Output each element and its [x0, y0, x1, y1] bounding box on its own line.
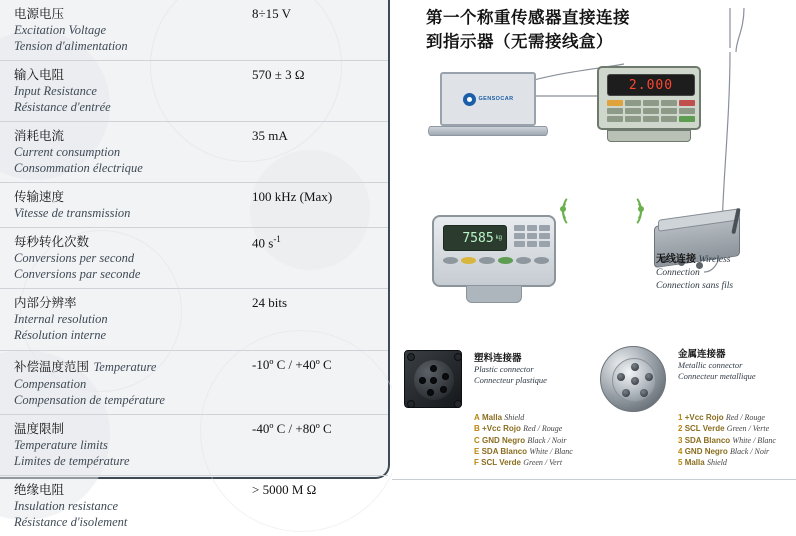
spec-label-cell — [0, 122, 238, 183]
pin-translation: Green / Vert — [523, 458, 563, 468]
list-item — [678, 412, 796, 423]
connector-face — [414, 360, 454, 400]
spec-table — [0, 0, 388, 536]
spec-value: 35 mA — [238, 122, 388, 183]
desk-indicator-body — [597, 66, 701, 130]
pin-number: F — [474, 458, 479, 468]
spec-label-cn: 传输速度 — [14, 189, 65, 205]
keypad-key — [607, 116, 623, 122]
plastic-connector-block — [404, 350, 594, 469]
keypad-key — [625, 108, 641, 114]
spec-label-en: Temperature limits — [14, 437, 108, 452]
indicator-button — [479, 257, 494, 264]
plastic-connector-title-fr: Connecteur plastique — [474, 375, 547, 386]
keypad-key — [514, 241, 525, 247]
keypad-key — [643, 116, 659, 122]
portable-indicator-buttons — [443, 257, 549, 264]
pin-translation: Black / Noir — [527, 435, 567, 445]
spec-value-exponent: -1 — [273, 234, 281, 245]
spec-label-en: Current consumption — [14, 144, 121, 159]
table-row — [0, 122, 388, 183]
laptop-screen — [440, 72, 536, 126]
table-row — [0, 415, 388, 476]
pin-number: 1 — [678, 413, 683, 422]
wireless-signal-icon-left — [560, 192, 590, 226]
spec-value: -40º C / +80º C — [238, 415, 388, 476]
laptop-device — [428, 72, 548, 144]
spec-label-cn: 绝缘电阻 — [14, 482, 65, 498]
plastic-connector-title-cn: 塑料连接器 — [474, 353, 522, 364]
spec-label-cn: 输入电阻 — [14, 67, 65, 83]
brand-mark-icon — [463, 93, 476, 106]
pin-translation: Shield — [504, 413, 525, 422]
spec-label-cell — [0, 415, 238, 476]
indicator-button — [516, 257, 531, 264]
list-item — [474, 412, 594, 423]
keypad-key — [661, 100, 677, 106]
metallic-connector-image — [600, 346, 666, 412]
keypad-key — [679, 108, 695, 114]
list-item — [678, 446, 796, 457]
spec-label-cn-suffix: Temperature — [93, 359, 157, 374]
pin-name: SCL Verde — [481, 458, 521, 468]
pin-number: 5 — [678, 458, 683, 468]
spec-label-en: Conversions per second — [14, 250, 135, 265]
keypad-key — [643, 100, 659, 106]
spec-label-fr: Conversions par seconde — [14, 267, 141, 282]
metallic-connector-title-fr: Connecteur metallique — [678, 371, 756, 382]
diagram-heading-line1: 第一个称重传感器直接连接 — [426, 8, 630, 27]
table-row — [0, 228, 388, 289]
pin-translation: White / Blanc — [529, 447, 573, 457]
pin-number: 4 — [678, 447, 683, 457]
metallic-connector-title-cn: 金属连接器 — [678, 349, 726, 360]
metallic-connector-pinout — [678, 412, 796, 469]
pin-name: +Vcc Rojo — [684, 413, 724, 422]
keypad-key — [607, 100, 623, 106]
pin-name: SDA Blanco — [481, 447, 528, 457]
list-item — [474, 423, 594, 434]
spec-label-fr: Compensation de température — [14, 392, 165, 407]
plastic-connector-image — [404, 350, 462, 408]
connector-face — [612, 358, 656, 402]
plastic-connector-title-en: Plastic connector — [474, 364, 534, 374]
spec-label-cn: 温度限制 — [14, 421, 65, 436]
pin-name: GND Negro — [684, 447, 728, 457]
spec-value: 40 s — [252, 235, 274, 251]
portable-indicator-keys — [514, 225, 550, 247]
diagram-heading-line2: 到指示器（无需接线盒） — [426, 31, 613, 51]
table-row — [0, 61, 388, 122]
spec-label-en: Insulation resistance — [14, 498, 119, 513]
spec-value: -10º C / +40º C — [238, 350, 388, 415]
keypad-key — [625, 100, 641, 106]
list-item — [678, 435, 796, 446]
spec-value-cell — [238, 228, 388, 289]
spec-label-cell — [0, 476, 238, 536]
keypad-key — [527, 241, 538, 247]
footer-divider — [392, 479, 796, 480]
spec-label-fr: Consommation électrique — [14, 161, 143, 176]
pin-translation: Green / Verte — [726, 424, 770, 434]
spec-label-en: Excitation Voltage — [14, 22, 106, 37]
spec-label-cell — [0, 61, 238, 122]
keypad-key — [539, 225, 550, 231]
indicator-button — [461, 257, 476, 264]
pin-number: E — [474, 447, 480, 457]
spec-label-fr: Résistance d'entrée — [14, 100, 111, 114]
metallic-connector-title-en: Metallic connector — [678, 360, 743, 370]
spec-label-cell — [0, 228, 238, 289]
spec-label-cell — [0, 350, 238, 415]
desk-indicator-display — [607, 74, 695, 96]
spec-value: 8÷15 V — [238, 0, 388, 61]
portable-indicator-display — [443, 225, 507, 251]
indicator-button — [498, 257, 513, 264]
spec-label-cn-row — [14, 358, 156, 375]
pin-translation: Red / Rouge — [523, 424, 563, 434]
spec-label-en: Vitesse de transmission — [14, 206, 131, 220]
spec-label-fr: Résolution interne — [14, 328, 106, 343]
spec-label-en: Compensation — [14, 376, 87, 391]
portable-indicator-device — [432, 215, 556, 307]
table-row — [0, 350, 388, 415]
pin-number: A — [474, 413, 480, 422]
spec-label-fr: Résistance d'isolement — [14, 515, 128, 529]
portable-indicator-unit: kg — [495, 235, 502, 241]
metallic-connector-block — [600, 346, 796, 469]
spec-label-cn: 每秒转化次数 — [14, 234, 90, 250]
pin-number: 3 — [678, 435, 683, 445]
pin-translation: Red / Rouge — [725, 413, 765, 422]
spec-label-cell — [0, 0, 238, 61]
spec-value: > 5000 M Ω — [252, 482, 317, 498]
spec-label-en: Input Resistance — [14, 83, 97, 98]
keypad-key — [661, 108, 677, 114]
pin-number: B — [474, 424, 480, 434]
spec-label-cn: 补偿温度范围 — [14, 358, 90, 374]
pin-name: SDA Blanco — [684, 435, 731, 445]
spec-label-cn: 消耗电流 — [14, 128, 65, 144]
keypad-key — [679, 100, 695, 106]
desk-indicator-value: 2.000 — [628, 77, 674, 93]
keypad-key — [527, 233, 538, 239]
keypad-key — [625, 116, 641, 122]
laptop-logo — [463, 93, 514, 106]
indicator-button — [443, 257, 458, 264]
table-row — [0, 476, 388, 536]
keypad-key — [514, 233, 525, 239]
list-item — [678, 457, 796, 468]
keypad-key — [514, 225, 525, 231]
spec-value: 570 ± 3 Ω — [238, 61, 388, 122]
wireless-label-cn: 无线连接 — [656, 254, 696, 265]
wireless-label-line2: Connection — [656, 267, 700, 278]
diagram-heading — [426, 6, 766, 54]
desk-indicator-keypad — [607, 100, 695, 122]
wireless-connection-label — [656, 253, 733, 292]
keypad-key — [643, 108, 659, 114]
desk-indicator-device — [597, 66, 701, 146]
spec-value: 24 bits — [238, 289, 388, 350]
connection-diagram-panel — [392, 0, 796, 495]
spec-label-cell — [0, 289, 238, 350]
spec-label-cn: 电源电压 — [14, 6, 65, 21]
pin-number: C — [474, 435, 480, 445]
keypad-key — [679, 116, 695, 122]
spec-label-cn: 内部分辨率 — [14, 295, 77, 311]
spec-label-fr: Tension d'alimentation — [14, 38, 128, 53]
plastic-connector-pinout — [474, 412, 594, 469]
laptop-brand-label: GENSOCAR — [478, 96, 514, 102]
pin-translation: White / Blanc — [732, 435, 776, 445]
list-item — [474, 435, 594, 446]
pin-name: +Vcc Rojo — [482, 424, 521, 434]
pin-name: SCL Verde — [684, 424, 725, 434]
wireless-label-line3: Connection sans fils — [656, 280, 734, 291]
wireless-signal-icon-right — [614, 192, 644, 226]
wireless-label-en: Wireless — [698, 255, 731, 265]
pin-name: GND Negro — [482, 435, 526, 445]
pin-translation: Black / Noir — [730, 447, 770, 457]
pin-name: Malla — [684, 458, 705, 468]
pin-name: Malla — [482, 413, 503, 422]
specifications-panel — [0, 0, 390, 529]
list-item — [474, 446, 594, 457]
spec-value: 100 kHz (Max) — [238, 183, 388, 228]
keypad-key — [539, 241, 550, 247]
keypad-key — [539, 233, 550, 239]
pin-translation: Shield — [706, 458, 727, 468]
pin-number: 2 — [678, 424, 683, 434]
spec-label-cell — [0, 183, 238, 228]
spec-label-fr: Limites de température — [14, 453, 130, 468]
portable-indicator-body — [432, 215, 556, 287]
keypad-key — [661, 116, 677, 122]
laptop-base — [428, 126, 548, 136]
table-row — [0, 183, 388, 228]
desk-indicator-stand — [607, 130, 691, 142]
list-item — [474, 457, 594, 468]
keypad-key — [607, 108, 623, 114]
keypad-key — [527, 225, 538, 231]
portable-indicator-stand — [466, 285, 522, 303]
spec-label-en: Internal resolution — [14, 312, 108, 326]
table-row — [0, 0, 388, 61]
list-item — [678, 423, 796, 434]
portable-indicator-value: 7585 — [462, 230, 494, 246]
table-row — [0, 289, 388, 350]
indicator-button — [534, 257, 549, 264]
